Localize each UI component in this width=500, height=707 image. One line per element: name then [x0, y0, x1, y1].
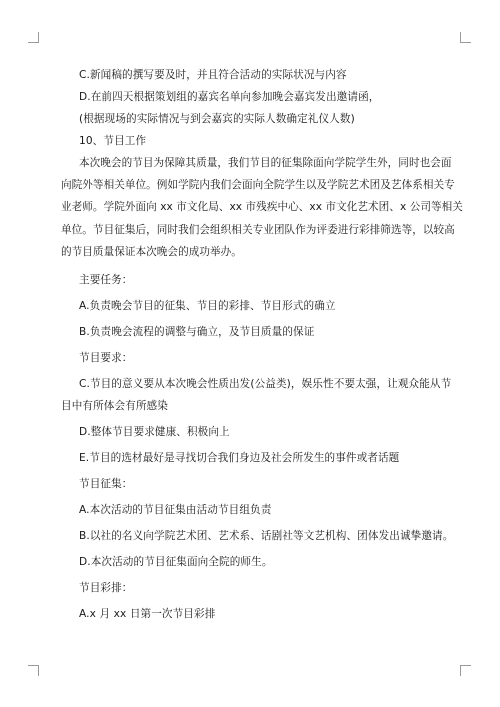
paragraph	[61, 152, 463, 263]
text-line: C.新闻稿的撰写要及时，并且符合活动的实际状况与内容	[79, 69, 347, 81]
paragraph-line: 单位。节目征集后，同时我们会组织相关专业团队作为评委进行彩排筛选等，以较高	[61, 223, 455, 236]
crop-mark-bottom-right	[460, 665, 471, 676]
paragraph-line: 向院外等相关单位。例如学院内我们会面向全院学生以及学院艺术团及艺体系相关专	[61, 179, 455, 192]
subheading: 主要任务：	[79, 274, 133, 287]
text-line: A.负责晚会节目的征集、节目的彩排、节目形式的确立	[79, 300, 336, 313]
subheading: 节目彩排：	[79, 582, 133, 595]
crop-mark-top-left	[28, 32, 39, 43]
text-line: B.以社的名义向学院艺术团、艺术系、话剧社等文艺机构、团体发出诚挚邀请。	[79, 530, 454, 543]
text-line: C.节目的意义要从本次晚会性质出发(公益类)，娱乐性不要太强，让观众能从节	[79, 378, 452, 391]
subheading: 节目要求：	[79, 352, 133, 365]
paragraph-line: 本次晚会的节目为保障其质量，我们节目的征集除面向学院学生外，同时也会面	[79, 157, 452, 169]
crop-mark-bottom-left	[28, 665, 39, 676]
text-line: A.本次活动的节目征集由活动节目组负责	[79, 504, 272, 517]
text-line: D.在前四天根据策划组的嘉宾名单向参加晚会嘉宾发出邀请函，	[79, 91, 380, 103]
text-line: E.节目的选材最好是寻找切合我们身边及社会所发生的事件或者话题	[79, 452, 400, 465]
text-line: 目中有所体会有所感染	[61, 400, 168, 413]
text-line: (根据现场的实际情况与到会嘉宾的实际人数确定礼仪人数)	[79, 113, 355, 125]
section-heading: 10、节目工作	[79, 135, 147, 147]
text-line: B.负责晚会流程的调整与确立，及节目质量的保证	[79, 326, 315, 339]
document-body	[61, 64, 463, 625]
text-line: D.整体节目要求健康、积极向上	[79, 426, 230, 439]
subheading: 节目征集：	[79, 478, 133, 491]
paragraph-line: 业老师。学院外面向 xx 市文化局、xx 市残疾中心、xx 市文化艺术团、x 公司等相关	[61, 201, 463, 214]
crop-mark-top-right	[460, 32, 471, 43]
text-line: D.本次活动的节目征集面向全院的师生。	[79, 556, 273, 569]
text-line: A.x 月 xx 日第一次节目彩排	[79, 608, 216, 621]
paragraph-line: 的节目质量保证本次晚会的成功举办。	[61, 245, 242, 258]
